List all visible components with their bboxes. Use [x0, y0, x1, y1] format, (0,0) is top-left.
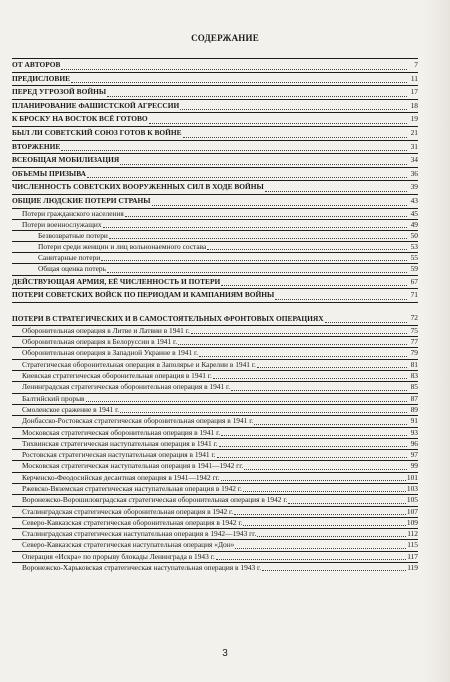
- toc-entry: [12, 112, 418, 126]
- toc-entry-title: Ленинградская стратегическая оборонительная операция в 1941 г.: [22, 382, 231, 392]
- toc-entry: [12, 85, 418, 99]
- toc-entry-title: К БРОСКУ НА ВОСТОК ВСЁ ГОТОВО: [12, 114, 148, 124]
- toc-entry: [12, 241, 418, 252]
- toc-entry-title: Потери гражданского населения: [22, 208, 124, 218]
- toc-entry-page: 31: [410, 141, 418, 151]
- toc-leader-dots: [103, 226, 407, 228]
- toc-entry-page: 119: [407, 563, 418, 573]
- page-title: СОДЕРЖАНИЕ: [191, 33, 259, 43]
- toc-leader-dots: [219, 445, 407, 447]
- toc-entry-page: 81: [410, 359, 418, 369]
- toc-leader-dots: [221, 434, 407, 436]
- toc-leader-dots: [149, 122, 407, 124]
- toc-entry-page: 7: [414, 60, 418, 69]
- toc-entry-title: Сталинградская стратегическая оборонительная операция в 1942 г.: [22, 506, 234, 516]
- toc-entry-title: Смоленское сражение в 1941 г.: [22, 404, 120, 414]
- toc-entry-title: Общая оценка потерь: [38, 264, 106, 274]
- toc-leader-dots: [199, 355, 407, 357]
- toc-leader-dots: [243, 524, 406, 526]
- toc-entry-page: 45: [410, 208, 418, 218]
- toc-leader-dots: [120, 163, 407, 165]
- toc-leader-dots: [87, 176, 407, 178]
- toc-entry-page: 112: [407, 529, 418, 539]
- toc-leader-dots: [213, 377, 407, 379]
- toc-leader-dots: [101, 259, 407, 261]
- toc-entry-title: ПОТЕРИ В СТРАТЕГИЧЕСКИХ И В САМОСТОЯТЕЛЬНЫХ ФРОНТОВЫХ ОПЕРАЦИЯХ: [12, 314, 324, 324]
- toc-entry: [12, 140, 418, 154]
- toc-leader-dots: [120, 411, 407, 413]
- toc-entry-page: 34: [410, 155, 418, 165]
- toc-leader-dots: [221, 284, 407, 286]
- toc-leader-dots: [288, 502, 406, 504]
- toc-entry-title: Керченско-Феодосийская десантная операция в 1941—1942 гг.: [22, 472, 220, 482]
- toc-entry-page: 17: [410, 87, 418, 97]
- toc-entry: [12, 381, 418, 392]
- toc-entry: [12, 438, 418, 449]
- toc-entry-title: ОБЩИЕ ЛЮДСКИЕ ПОТЕРИ СТРАНЫ: [12, 195, 151, 205]
- toc-leader-dots: [221, 479, 406, 481]
- toc-leader-dots: [257, 535, 406, 537]
- toc-entry: [12, 180, 418, 194]
- page-edge-shadow: [424, 0, 450, 682]
- toc-leader-dots: [234, 513, 406, 515]
- toc-leader-dots: [275, 298, 407, 300]
- toc-leader-dots: [325, 321, 407, 323]
- toc-entry-page: 96: [410, 438, 418, 448]
- toc-entry-title: Северо-Кавказская стратегическая наступательная операция «Дон»: [22, 540, 235, 550]
- toc-entry: [12, 325, 418, 336]
- toc-entry-page: 117: [407, 551, 418, 561]
- toc-entry-title: Операция «Искра» по прорыву блокады Ленинграда в 1943 г.: [22, 551, 215, 561]
- toc-leader-dots: [71, 81, 407, 83]
- toc-entry: [12, 302, 418, 325]
- toc-entry: [12, 288, 418, 302]
- toc-entry-title: Оборонительная операция в Литве и Латвии в 1941 г.: [22, 325, 190, 335]
- toc-entry-title: Ростовская стратегическая наступательная операция в 1941 г.: [22, 450, 216, 460]
- toc-entry-page: 115: [407, 540, 418, 550]
- toc-entry-title: ПРЕДИСЛОВИЕ: [12, 73, 71, 83]
- toc-entry: [12, 517, 418, 528]
- toc-entry-page: 109: [406, 517, 418, 527]
- toc-leader-dots: [180, 108, 407, 110]
- toc-entry-page: 71: [410, 290, 418, 300]
- toc-entry: [12, 370, 418, 381]
- toc-entry-page: 18: [410, 100, 418, 110]
- toc-entry: [12, 528, 418, 539]
- toc-entry-page: 55: [410, 253, 418, 263]
- toc-entry-page: 99: [410, 461, 418, 471]
- toc-entry-page: 91: [410, 416, 418, 426]
- toc-entry: [12, 460, 418, 471]
- toc-entry-title: Потери военнослужащих: [22, 219, 102, 229]
- toc-leader-dots: [216, 558, 406, 560]
- toc-entry-title: Оборонительная операция в Западной Украине в 1941 г.: [22, 348, 199, 358]
- toc-entry: [12, 219, 418, 230]
- toc-entry-title: ВТОРЖЕНИЕ: [12, 141, 61, 151]
- toc-entry-page: 19: [410, 114, 418, 124]
- toc-entry-title: Оборонительная операция в Белоруссии в 1941 г.: [22, 337, 178, 347]
- toc-leader-dots: [107, 95, 407, 97]
- toc-entry: [12, 539, 418, 550]
- toc-entry: [12, 415, 418, 426]
- toc-entry: [12, 252, 418, 263]
- toc-entry: [12, 194, 418, 208]
- toc-leader-dots: [265, 190, 407, 192]
- toc-leader-dots: [61, 68, 407, 70]
- toc-entry-title: Киевская стратегическая оборонительная операция в 1941 г.: [22, 371, 212, 381]
- toc-leader-dots: [207, 248, 407, 250]
- toc-entry: [12, 167, 418, 181]
- toc-leader-dots: [107, 271, 407, 273]
- toc-entry-title: Северо-Кавказская стратегическая оборонительная операция в 1942 г.: [22, 517, 243, 527]
- toc-entry-page: 39: [410, 182, 418, 192]
- toc-entry: [12, 494, 418, 505]
- toc-entry-page: 49: [410, 219, 418, 229]
- toc-entry-title: Потери среди женщин и лиц вольнонаемного состава: [38, 242, 207, 252]
- toc-leader-dots: [231, 389, 407, 391]
- toc-leader-dots: [244, 468, 407, 470]
- toc-entry-title: Донбасско-Ростовская стратегическая оборонительная операция в 1941 г.: [22, 416, 254, 426]
- toc-entry-page: 105: [406, 495, 418, 505]
- toc-entry-title: Безвозвратные потери: [38, 230, 108, 240]
- toc-entry-title: ПЕРЕД УГРОЗОЙ ВОЙНЫ: [12, 87, 107, 97]
- toc-entry: [12, 275, 418, 289]
- toc-entry-title: Сталинградская стратегическая наступательная операция в 1942—1943 гг.: [22, 529, 257, 539]
- toc-leader-dots: [152, 204, 407, 206]
- toc-entry: [12, 208, 418, 219]
- table-of-contents: [12, 58, 418, 573]
- toc-leader-dots: [178, 343, 407, 345]
- toc-leader-dots: [262, 569, 406, 571]
- toc-entry: [12, 404, 418, 415]
- toc-entry: [12, 427, 418, 438]
- toc-entry: [12, 449, 418, 460]
- toc-entry: [12, 126, 418, 140]
- toc-entry-title: Воронежско-Харьковская стратегическая наступательная операция в 1943 г.: [22, 563, 262, 573]
- toc-entry-title: ЧИСЛЕННОСТЬ СОВЕТСКИХ ВООРУЖЕННЫХ СИЛ В ХОДЕ ВОЙНЫ: [12, 182, 264, 192]
- toc-entry-title: Тихвинская стратегическая наступательная операция в 1941 г.: [22, 438, 218, 448]
- toc-leader-dots: [243, 490, 406, 492]
- toc-entry-page: 50: [410, 230, 418, 240]
- toc-entry-title: Ржевско-Вяземская стратегическая наступательная операция в 1942 г.: [22, 484, 242, 493]
- toc-entry-title: БЫЛ ЛИ СОВЕТСКИЙ СОЮЗ ГОТОВ К ВОЙНЕ: [12, 127, 182, 137]
- toc-entry: [12, 99, 418, 113]
- toc-entry-title: ПОТЕРИ СОВЕТСКИХ ВОЙСК ПО ПЕРИОДАМ И КАМПАНИЯМ ВОЙНЫ: [12, 290, 275, 300]
- toc-entry-page: 11: [410, 73, 418, 83]
- toc-entry-page: 36: [410, 168, 418, 178]
- toc-entry: [12, 393, 418, 404]
- toc-leader-dots: [217, 456, 407, 458]
- toc-entry-page: 103: [406, 484, 418, 493]
- toc-entry-page: 107: [406, 506, 418, 516]
- toc-entry-title: ДЕЙСТВУЮЩАЯ АРМИЯ, ЕЁ ЧИСЛЕННОСТЬ И ПОТЕРИ: [12, 276, 221, 286]
- toc-leader-dots: [86, 400, 407, 402]
- toc-entry-page: 93: [410, 427, 418, 437]
- toc-entry-page: 101: [406, 472, 418, 482]
- toc-entry: [12, 58, 418, 72]
- toc-leader-dots: [257, 366, 407, 368]
- toc-entry-page: 77: [410, 337, 418, 347]
- toc-entry-page: 53: [410, 242, 418, 252]
- toc-entry-page: 85: [410, 382, 418, 392]
- toc-entry-title: Балтийский прорыв: [22, 393, 85, 403]
- toc-entry-page: 21: [410, 127, 418, 137]
- toc-entry-title: Московская стратегическая наступательная операция в 1941—1942 гг.: [22, 461, 244, 471]
- toc-leader-dots: [254, 423, 407, 425]
- toc-entry-title: Санитарные потери: [38, 253, 101, 263]
- toc-entry-page: 43: [410, 195, 418, 205]
- toc-entry: [12, 551, 418, 562]
- toc-entry-title: ОТ АВТОРОВ: [12, 60, 61, 69]
- toc-entry: [12, 347, 418, 358]
- toc-entry-title: Стратегическая оборонительная операция в Заполярье и Карелии в 1941 г.: [22, 359, 256, 369]
- toc-entry-page: 83: [410, 371, 418, 381]
- toc-entry-page: 89: [410, 404, 418, 414]
- toc-entry-title: Воронежско-Ворошиловградская стратегическая оборонительная операция в 1942 г.: [22, 495, 288, 505]
- toc-entry-title: ВСЕОБЩАЯ МОБИЛИЗАЦИЯ: [12, 155, 120, 165]
- toc-entry-page: 75: [410, 325, 418, 335]
- toc-entry: [12, 562, 418, 573]
- toc-entry: [12, 230, 418, 241]
- toc-leader-dots: [191, 332, 407, 334]
- toc-entry: [12, 72, 418, 86]
- toc-entry-title: Московская стратегическая оборонительная операция в 1941 г.: [22, 427, 221, 437]
- toc-leader-dots: [235, 547, 406, 549]
- toc-entry: [12, 359, 418, 370]
- toc-leader-dots: [109, 237, 407, 239]
- toc-leader-dots: [61, 149, 407, 151]
- toc-entry: [12, 263, 418, 274]
- toc-entry-page: 79: [410, 348, 418, 358]
- toc-entry-title: ПЛАНИРОВАНИЕ ФАШИСТСКОЙ АГРЕССИИ: [12, 100, 180, 110]
- toc-leader-dots: [183, 136, 407, 138]
- toc-entry-page: 59: [410, 264, 418, 274]
- toc-entry-page: 72: [410, 313, 418, 323]
- toc-entry: [12, 472, 418, 483]
- toc-entry: [12, 506, 418, 517]
- toc-entry: [12, 153, 418, 167]
- toc-entry: [12, 336, 418, 347]
- toc-entry-title: ОБЪЕМЫ ПРИЗЫВА: [12, 168, 86, 178]
- page-number: 3: [222, 648, 228, 659]
- toc-entry-page: 67: [410, 276, 418, 286]
- toc-leader-dots: [125, 215, 407, 217]
- toc-entry-page: 97: [410, 450, 418, 460]
- toc-entry-page: 87: [410, 393, 418, 403]
- toc-entry: [12, 483, 418, 494]
